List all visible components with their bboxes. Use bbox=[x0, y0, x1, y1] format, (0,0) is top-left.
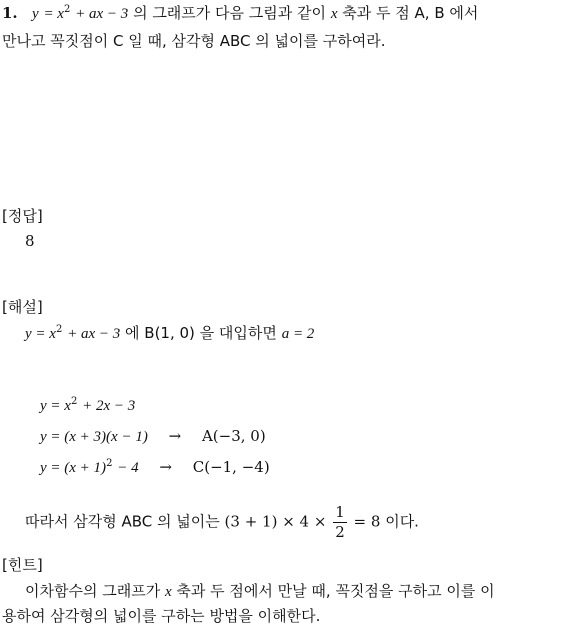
l4-a: y = (x + 1) bbox=[40, 460, 107, 476]
solution-line-2 bbox=[40, 396, 135, 415]
problem-number: 1. bbox=[2, 4, 18, 22]
answer-label: [정답] bbox=[2, 207, 43, 225]
arrow-icon: → bbox=[159, 458, 172, 476]
hint-text-b: 축과 두 점에서 만날 때, 꼭짓점을 구하고 이를 이 bbox=[176, 582, 495, 600]
answer-value: 8 bbox=[25, 232, 35, 250]
hint-x: x bbox=[164, 584, 172, 600]
solution-label: [해설] bbox=[2, 298, 43, 316]
l5-eq: = 8 bbox=[353, 512, 381, 531]
eq-part-c: + ax − 3 bbox=[75, 6, 129, 22]
point-a: A(−3, 0) bbox=[201, 427, 266, 445]
eq-y: y bbox=[31, 6, 39, 22]
l2-b: + 2x − 3 bbox=[82, 398, 136, 414]
problem-text-2: 축과 두 점 A, B 에서 bbox=[342, 4, 479, 22]
hint-label: [힌트] bbox=[2, 556, 43, 574]
problem-line-1 bbox=[2, 2, 478, 23]
hint-line-2: 용하여 삼각형의 넓이를 구하는 방법을 이해한다. bbox=[2, 607, 321, 625]
hint-line-1 bbox=[25, 580, 495, 601]
l5-end: 이다. bbox=[385, 512, 419, 531]
solution-line-3 bbox=[40, 427, 266, 446]
solution-line-4 bbox=[40, 458, 270, 477]
l2-exp: 2 bbox=[70, 396, 78, 407]
hint-text-a: 이차함수의 그래프가 bbox=[25, 582, 161, 600]
problem-text: 의 그래프가 다음 그림과 같이 bbox=[133, 4, 327, 22]
x-var: x bbox=[330, 6, 338, 22]
problem-line-2: 만나고 꼭짓점이 C 일 때, 삼각형 ABC 의 넓이를 구하여라. bbox=[2, 32, 386, 50]
fraction-numerator: 1 bbox=[335, 503, 345, 521]
l5-text: 따라서 삼각형 ABC 의 넓이는 bbox=[25, 512, 220, 531]
sol-eq-a: y = x bbox=[25, 326, 56, 342]
sol-result: a = 2 bbox=[281, 326, 315, 342]
l5-expr: (3 + 1) × 4 × bbox=[224, 512, 327, 531]
sol-text: 에 B(1, 0) 을 대입하면 bbox=[125, 324, 277, 342]
l3-eq: y = (x + 3)(x − 1) bbox=[40, 429, 148, 445]
point-c: C(−1, −4) bbox=[192, 458, 270, 476]
eq-part-b: = x bbox=[43, 6, 64, 22]
eq-exp: 2 bbox=[63, 4, 71, 15]
solution-line-5 bbox=[25, 505, 419, 540]
arrow-icon: → bbox=[168, 427, 182, 445]
sol-eq-exp: 2 bbox=[55, 324, 63, 335]
fraction bbox=[333, 505, 347, 540]
l4-b: − 4 bbox=[117, 460, 139, 476]
sol-eq-b: + ax − 3 bbox=[67, 326, 121, 342]
fraction-denominator: 2 bbox=[335, 523, 345, 541]
l2-a: y = x bbox=[40, 398, 71, 414]
solution-line-1 bbox=[25, 322, 314, 343]
l4-exp: 2 bbox=[106, 458, 113, 469]
